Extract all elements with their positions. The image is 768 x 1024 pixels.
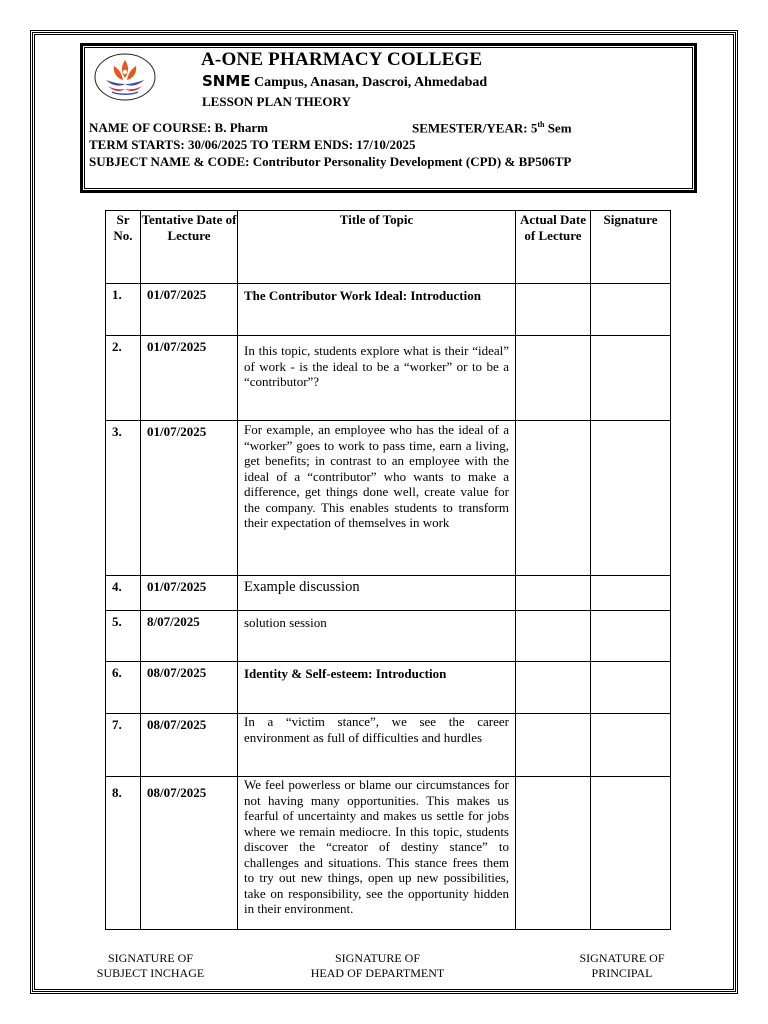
actual-date-cell bbox=[516, 714, 591, 777]
actual-date-cell bbox=[516, 777, 591, 930]
table-header-row bbox=[106, 211, 671, 284]
table-row bbox=[106, 421, 671, 576]
semester-prefix: SEMESTER/YEAR: 5 bbox=[412, 120, 538, 136]
topic-title: In a “victim stance”, we see the career environment as full of difficulties and hurdles bbox=[238, 714, 516, 777]
sr-no: 3. bbox=[106, 421, 141, 576]
table-row bbox=[106, 777, 671, 930]
tentative-date: 08/07/2025 bbox=[141, 777, 238, 930]
semester-year bbox=[412, 120, 572, 136]
actual-date-cell bbox=[516, 662, 591, 714]
actual-date-cell bbox=[516, 611, 591, 662]
sig1-line1: SIGNATURE OF bbox=[107, 951, 193, 965]
tentative-date: 8/07/2025 bbox=[141, 611, 238, 662]
topic-title: For example, an employee who has the ideal of a “worker” goes to work to pass time, earn a living, get benefits; in contrast to an employee with the ideal of a “contributor” who wants to make a difference, get things done well, create value for the company. This enables students to transform their expectation of themselves in work bbox=[238, 421, 516, 576]
semester-sup: th bbox=[537, 120, 545, 129]
actual-date-cell bbox=[516, 421, 591, 576]
signature-subject-incharge bbox=[88, 951, 213, 981]
sr-no: 2. bbox=[106, 336, 141, 421]
semester-suffix: Sem bbox=[544, 120, 572, 136]
sr-no: 8. bbox=[106, 777, 141, 930]
signature-cell bbox=[591, 777, 671, 930]
topic-title: Example discussion bbox=[238, 576, 516, 611]
term-dates: TERM STARTS: 30/06/2025 TO TERM ENDS: 17/10/2025 bbox=[89, 137, 416, 152]
table-row bbox=[106, 662, 671, 714]
tentative-date: 01/07/2025 bbox=[141, 421, 238, 576]
tentative-date: 08/07/2025 bbox=[141, 662, 238, 714]
signature-cell bbox=[591, 336, 671, 421]
table-row bbox=[106, 576, 671, 611]
course-name: NAME OF COURSE: B. Pharm bbox=[89, 120, 268, 135]
header-title: Title of Topic bbox=[238, 211, 516, 284]
topic-title: We feel powerless or blame our circumstances for not having many opportunities. This makes us fearful of uncertainty and makes us settle for jobs where we remain mediocre. In this topic, students discover the “creator of destiny stance” to challenges and situations. This stance frees them to try out new things, open up new possibilities, take on responsibility, see the opportunity hidden in their environment. bbox=[238, 777, 516, 930]
sig1-line2: SUBJECT INCHAGE bbox=[96, 966, 205, 980]
sig3-line2: PRINCIPAL bbox=[591, 966, 653, 980]
header-sr-no: Sr No. bbox=[106, 211, 141, 284]
sig3-line1: SIGNATURE OF bbox=[579, 951, 665, 965]
tentative-date: 01/07/2025 bbox=[141, 576, 238, 611]
signature-cell bbox=[591, 421, 671, 576]
signature-cell bbox=[591, 611, 671, 662]
signature-principal bbox=[567, 951, 677, 981]
signature-cell bbox=[591, 576, 671, 611]
subject-name-code: SUBJECT NAME & CODE: Contributor Personality Development (CPD) & BP506TP bbox=[89, 154, 572, 169]
table-row bbox=[106, 714, 671, 777]
tentative-date: 08/07/2025 bbox=[141, 714, 238, 777]
table-row bbox=[106, 284, 671, 336]
tentative-date: 01/07/2025 bbox=[141, 336, 238, 421]
topic-title: The Contributor Work Ideal: Introduction bbox=[238, 284, 516, 336]
sig2-line1: SIGNATURE OF bbox=[334, 951, 420, 965]
lesson-plan-table bbox=[105, 210, 671, 930]
header-actual-date: Actual Date of Lecture bbox=[516, 211, 591, 284]
campus-address: Campus, Anasan, Dascroi, Ahmedabad bbox=[250, 75, 488, 90]
header-tentative-date: Tentative Date of Lecture bbox=[141, 211, 238, 284]
tentative-date: 01/07/2025 bbox=[141, 284, 238, 336]
campus-prefix: SNME bbox=[202, 72, 251, 90]
sr-no: 6. bbox=[106, 662, 141, 714]
actual-date-cell bbox=[516, 336, 591, 421]
sr-no: 4. bbox=[106, 576, 141, 611]
sr-no: 5. bbox=[106, 611, 141, 662]
sr-no: 7. bbox=[106, 714, 141, 777]
table-row bbox=[106, 336, 671, 421]
actual-date-cell bbox=[516, 284, 591, 336]
signature-cell bbox=[591, 284, 671, 336]
topic-title: In this topic, students explore what is their “ideal” of work - is the ideal to be a “worker” or to be a “contributor”? bbox=[238, 336, 516, 421]
signature-head-of-department bbox=[290, 951, 465, 981]
topic-title: solution session bbox=[238, 611, 516, 662]
college-name: A-ONE PHARMACY COLLEGE bbox=[201, 49, 483, 70]
sr-no: 1. bbox=[106, 284, 141, 336]
actual-date-cell bbox=[516, 576, 591, 611]
topic-title: Identity & Self-esteem: Introduction bbox=[238, 662, 516, 714]
campus-line bbox=[202, 72, 487, 91]
signature-cell bbox=[591, 714, 671, 777]
college-logo bbox=[94, 52, 156, 102]
signature-cell bbox=[591, 662, 671, 714]
sig2-line2: HEAD OF DEPARTMENT bbox=[310, 966, 445, 980]
document-title: LESSON PLAN THEORY bbox=[202, 94, 351, 109]
table-row bbox=[106, 611, 671, 662]
header-signature: Signature bbox=[591, 211, 671, 284]
